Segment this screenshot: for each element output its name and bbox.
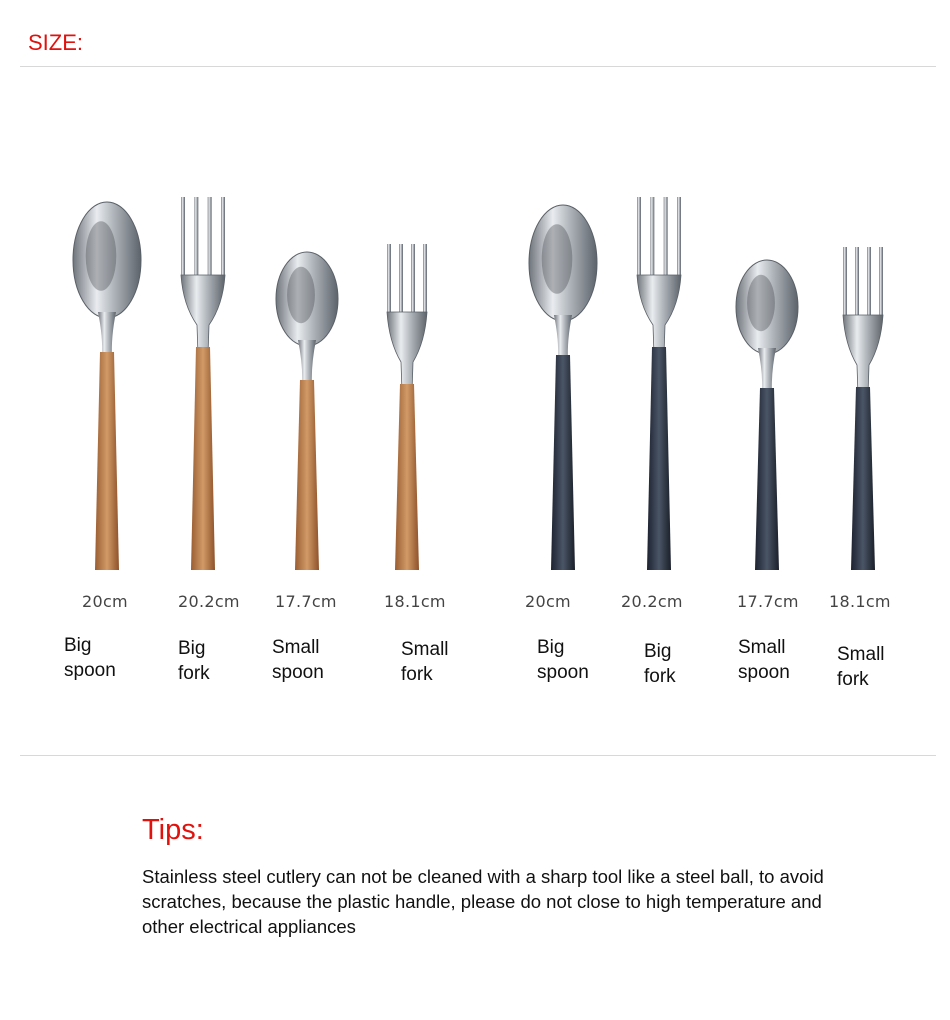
size-label: 18.1cm [829,592,891,611]
item-name [644,639,676,689]
size-label: 18.1cm [384,592,446,611]
spoon-handle [755,388,779,570]
size-heading: SIZE: [28,30,84,55]
fork-tine [423,244,427,316]
fork-tine [650,197,654,279]
fork-tine [677,197,681,279]
item-name [738,635,790,685]
item-name [178,636,210,686]
item-name-line1: Big [64,635,92,656]
size-label: 17.7cm [275,592,337,611]
fork-tine [208,197,212,279]
bowl-reflection [86,221,117,291]
fork-tine [843,247,847,319]
size-label: 20.2cm [621,592,683,611]
fork-tine [879,247,883,319]
spoon-navy-7 [736,260,798,570]
item-name-line1: Big [178,638,206,659]
fork-tine [221,197,225,279]
fork-tine [637,197,641,279]
item-name-line2: spoon [537,662,589,683]
fork-wood-4 [387,244,427,570]
item-name-line2: spoon [272,662,324,683]
top-divider [20,66,936,67]
size-label: 20cm [82,592,128,611]
item-name-line2: fork [401,664,433,685]
item-name-line2: fork [837,669,869,690]
item-name-line1: Small [272,637,320,658]
fork-head [637,275,681,355]
fork-tine [387,244,391,316]
item-name [401,637,449,687]
item-name-line1: Big [644,641,672,662]
size-label: 17.7cm [737,592,799,611]
spoon-handle [95,352,119,570]
item-name-line1: Big [537,637,565,658]
cutlery-image [0,180,950,580]
item-name-line1: Small [837,644,885,665]
fork-tine [867,247,871,319]
spoon-neck [554,315,572,360]
item-name-line2: spoon [64,660,116,681]
spoon-neck [758,348,776,393]
bowl-reflection [747,275,775,331]
spoon-handle [295,380,319,570]
fork-tine [181,197,185,279]
fork-tine [411,244,415,316]
size-label: 20.2cm [178,592,240,611]
fork-handle [191,347,215,570]
fork-navy-6 [637,197,681,570]
spoon-neck [98,312,116,357]
item-name-line1: Small [738,637,786,658]
item-name [837,642,885,692]
spoon-handle [551,355,575,570]
middle-divider [20,755,936,756]
fork-handle [851,387,875,570]
fork-tine [194,197,198,279]
tips-title: Tips: [142,814,204,846]
fork-head [843,315,883,395]
fork-navy-8 [843,247,883,570]
item-name [64,633,116,683]
spoon-wood-3 [276,252,338,570]
fork-head [181,275,225,355]
item-name [272,635,324,685]
item-name-line2: spoon [738,662,790,683]
fork-tine [855,247,859,319]
spoon-wood-1 [73,202,141,570]
item-name [537,635,589,685]
bowl-reflection [542,224,573,294]
item-name-line2: fork [178,663,210,684]
item-name-line1: Small [401,639,449,660]
fork-wood-2 [181,197,225,570]
size-label: 20cm [525,592,571,611]
spoon-neck [298,340,316,385]
fork-tine [664,197,668,279]
fork-handle [395,384,419,570]
item-name-line2: fork [644,666,676,687]
bowl-reflection [287,267,315,323]
tips-body: Stainless steel cutlery can not be cleaned with a sharp tool like a steel ball, to avoid scratches, because the plastic handle, please do not close to high temperature and other electrical appliances [142,866,824,937]
fork-tine [399,244,403,316]
fork-handle [647,347,671,570]
fork-head [387,312,427,392]
spoon-navy-5 [529,205,597,570]
